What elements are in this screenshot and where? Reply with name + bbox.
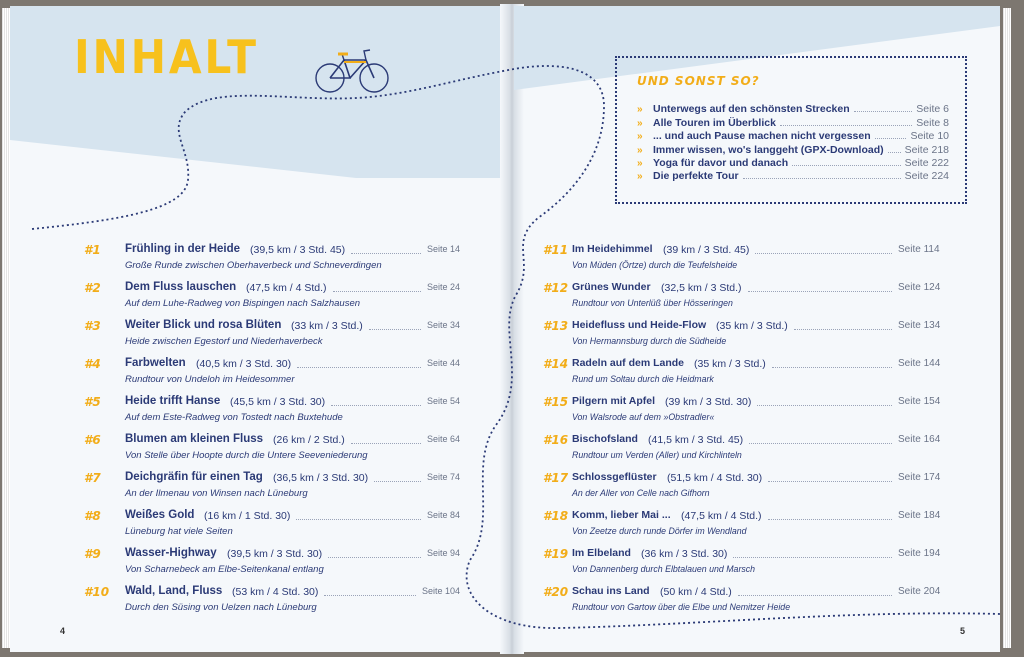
tour-number: #13 bbox=[543, 319, 569, 333]
extras-item-label: Unterwegs auf den schönsten Strecken bbox=[653, 103, 850, 116]
dot-leader bbox=[748, 291, 892, 292]
tour-number: #9 bbox=[84, 547, 101, 561]
extras-item-page: Seite 6 bbox=[916, 103, 949, 116]
page-number-right: 5 bbox=[960, 626, 966, 636]
tour-page: Seite 94 bbox=[427, 548, 461, 558]
tour-page: Seite 64 bbox=[427, 434, 461, 444]
tour-title: Weiter Blick und rosa Blüten bbox=[125, 319, 282, 331]
tour-subtitle: Von Stelle über Hoopte durch die Untere Seeveniederung bbox=[125, 450, 368, 461]
chevron-right-icon: » bbox=[637, 171, 643, 183]
tour-stats: (39 km / 3 Std. 45) bbox=[663, 244, 750, 256]
dot-leader bbox=[369, 329, 421, 330]
tour-entry[interactable] bbox=[84, 547, 460, 583]
extras-item-page: Seite 224 bbox=[904, 170, 949, 183]
tour-page: Seite 84 bbox=[427, 510, 461, 520]
tour-subtitle: Von Scharnebeck am Elbe-Seitenkanal entlang bbox=[125, 564, 324, 575]
tour-entry[interactable] bbox=[84, 471, 460, 507]
tour-title: Im Elbeland bbox=[572, 547, 631, 559]
tour-entry[interactable] bbox=[84, 585, 460, 621]
tour-subtitle: Von Zeetze durch runde Dörfer im Wendland bbox=[572, 526, 747, 536]
tour-entry[interactable] bbox=[543, 395, 940, 431]
dot-leader bbox=[772, 367, 892, 368]
tour-page: Seite 144 bbox=[898, 358, 941, 369]
tour-stats: (53 km / 4 Std. 30) bbox=[232, 586, 319, 598]
extras-item-page: Seite 10 bbox=[910, 130, 949, 143]
dot-leader bbox=[733, 557, 892, 558]
tour-entry[interactable] bbox=[84, 433, 460, 469]
tour-subtitle: Rundtour von Undeloh im Heidesommer bbox=[125, 374, 295, 385]
dot-leader bbox=[738, 595, 892, 596]
tour-stats: (41,5 km / 3 Std. 45) bbox=[648, 434, 744, 446]
tour-title: Schau ins Land bbox=[572, 585, 650, 597]
dot-leader bbox=[780, 125, 912, 126]
tour-subtitle: Auf dem Luhe-Radweg von Bispingen nach Salzhausen bbox=[125, 298, 361, 309]
extras-item[interactable] bbox=[637, 115, 949, 128]
chevron-right-icon: » bbox=[637, 131, 643, 143]
tour-number: #5 bbox=[84, 395, 101, 409]
tour-entry[interactable] bbox=[543, 243, 940, 279]
tour-number: #19 bbox=[543, 547, 569, 561]
tour-stats: (36 km / 3 Std. 30) bbox=[641, 548, 728, 560]
chevron-right-icon: » bbox=[637, 117, 643, 129]
dot-leader bbox=[743, 178, 901, 179]
tour-title: Bischofsland bbox=[572, 433, 638, 445]
dot-leader bbox=[351, 443, 421, 444]
extras-item-label: Immer wissen, wo's langgeht (GPX-Download) bbox=[653, 143, 884, 156]
extras-item[interactable] bbox=[637, 142, 949, 155]
tour-number: #2 bbox=[84, 281, 101, 295]
tour-page: Seite 54 bbox=[427, 396, 461, 406]
tour-title: Weißes Gold bbox=[125, 509, 195, 521]
chevron-right-icon: » bbox=[637, 144, 643, 156]
tour-subtitle: Große Runde zwischen Oberhaverbeck und Schneverdingen bbox=[125, 260, 382, 271]
tour-title: Radeln auf dem Lande bbox=[572, 357, 685, 369]
dot-leader bbox=[328, 557, 421, 558]
tour-page: Seite 114 bbox=[898, 244, 940, 255]
extras-item-label: ... und auch Pause machen nicht vergessen bbox=[653, 130, 871, 143]
tour-title: Pilgern mit Apfel bbox=[572, 395, 656, 407]
tour-page: Seite 124 bbox=[898, 282, 941, 293]
dot-leader bbox=[794, 329, 892, 330]
tour-title: Wald, Land, Fluss bbox=[125, 585, 223, 597]
tour-stats: (35 km / 3 Std.) bbox=[716, 320, 788, 332]
bicycle-icon bbox=[312, 46, 392, 96]
tour-page: Seite 14 bbox=[427, 244, 461, 254]
tour-title: Schlossgeflüster bbox=[572, 471, 657, 483]
tour-stats: (33 km / 3 Std.) bbox=[291, 320, 363, 332]
tour-page: Seite 194 bbox=[898, 548, 941, 559]
tour-number: #3 bbox=[84, 319, 101, 333]
tour-subtitle: Von Dannenberg durch Elbtalauen und Marsch bbox=[572, 564, 756, 574]
extras-item-page: Seite 8 bbox=[916, 116, 949, 129]
tour-page: Seite 164 bbox=[898, 434, 941, 445]
tour-page: Seite 74 bbox=[427, 472, 461, 482]
tour-number: #15 bbox=[543, 395, 569, 409]
tour-entry[interactable] bbox=[84, 357, 460, 393]
tour-subtitle: Von Walsrode auf dem »Obstradler« bbox=[572, 412, 715, 422]
extras-list bbox=[637, 102, 949, 182]
tour-entry[interactable] bbox=[543, 585, 940, 621]
extras-item[interactable] bbox=[637, 156, 949, 169]
tour-entry[interactable] bbox=[84, 319, 460, 355]
extras-box bbox=[615, 56, 967, 204]
tour-stats: (45,5 km / 3 Std. 30) bbox=[230, 396, 326, 408]
tour-title: Heide trifft Hanse bbox=[125, 395, 221, 407]
tour-subtitle: Auf dem Este-Radweg von Tostedt nach Buxtehude bbox=[125, 412, 343, 423]
tour-title: Frühling in der Heide bbox=[125, 243, 241, 255]
extras-item[interactable] bbox=[637, 129, 949, 142]
dot-leader bbox=[297, 367, 421, 368]
tour-stats: (39 km / 3 Std. 30) bbox=[665, 396, 752, 408]
dot-leader bbox=[296, 519, 421, 520]
dot-leader bbox=[888, 152, 901, 153]
tour-number: #6 bbox=[84, 433, 101, 447]
tour-number: #4 bbox=[84, 357, 101, 371]
tour-number: #10 bbox=[84, 585, 110, 599]
tour-number: #14 bbox=[543, 357, 569, 371]
tour-stats: (39,5 km / 3 Std. 45) bbox=[250, 244, 346, 256]
extras-item[interactable] bbox=[637, 169, 949, 182]
tour-entry[interactable] bbox=[84, 281, 460, 317]
dot-leader bbox=[331, 405, 421, 406]
tour-page: Seite 34 bbox=[427, 320, 461, 330]
extras-item-label: Die perfekte Tour bbox=[653, 170, 739, 183]
tour-subtitle: Von Müden (Örtze) durch die Teufelsheide bbox=[572, 260, 738, 270]
tour-stats: (26 km / 2 Std.) bbox=[273, 434, 345, 446]
dot-leader bbox=[324, 595, 416, 596]
tour-entry[interactable] bbox=[543, 509, 940, 545]
tour-page: Seite 184 bbox=[898, 510, 941, 521]
tour-page: Seite 24 bbox=[427, 282, 461, 292]
extras-item-label: Yoga für davor und danach bbox=[653, 156, 789, 169]
tour-stats: (32,5 km / 3 Std.) bbox=[661, 282, 742, 294]
chevron-right-icon: » bbox=[637, 104, 643, 116]
tour-page: Seite 104 bbox=[422, 586, 461, 596]
extras-heading: UND SONST SO? bbox=[637, 74, 760, 88]
tour-subtitle: Von Hermannsburg durch die Südheide bbox=[572, 336, 727, 346]
tour-page: Seite 204 bbox=[898, 586, 941, 597]
tour-stats: (51,5 km / 4 Std. 30) bbox=[667, 472, 763, 484]
tour-page: Seite 154 bbox=[898, 396, 941, 407]
dot-leader bbox=[757, 405, 892, 406]
dot-leader bbox=[854, 111, 913, 112]
dot-leader bbox=[749, 443, 892, 444]
tour-subtitle: Rundtour von Gartow über die Elbe und Nemitzer Heide bbox=[572, 602, 791, 612]
dot-leader bbox=[768, 481, 892, 482]
tour-stats: (50 km / 4 Std.) bbox=[660, 586, 732, 598]
tour-number: #20 bbox=[543, 585, 569, 599]
tour-title: Wasser-Highway bbox=[125, 547, 217, 559]
tour-stats: (40,5 km / 3 Std. 30) bbox=[196, 358, 292, 370]
tour-title: Farbwelten bbox=[125, 357, 186, 369]
tour-stats: (39,5 km / 3 Std. 30) bbox=[227, 548, 323, 560]
dot-leader bbox=[374, 481, 421, 482]
extras-item-page: Seite 218 bbox=[904, 143, 949, 156]
tour-stats: (36,5 km / 3 Std. 30) bbox=[273, 472, 369, 484]
tour-entry[interactable] bbox=[543, 319, 940, 355]
tour-title: Blumen am kleinen Fluss bbox=[125, 433, 264, 445]
tour-stats: (47,5 km / 4 Std.) bbox=[246, 282, 327, 294]
tour-title: Dem Fluss lauschen bbox=[125, 281, 237, 293]
tour-entry[interactable] bbox=[84, 243, 460, 279]
tour-subtitle: Rundtour um Verden (Aller) und Kirchlinteln bbox=[572, 450, 742, 460]
dot-leader bbox=[875, 138, 907, 139]
extras-item-page: Seite 222 bbox=[904, 156, 949, 169]
extras-item-label: Alle Touren im Überblick bbox=[653, 116, 776, 129]
chevron-right-icon: » bbox=[637, 157, 643, 169]
tour-title: Im Heidehimmel bbox=[572, 243, 653, 255]
tour-number: #1 bbox=[84, 243, 101, 257]
dot-leader bbox=[768, 519, 892, 520]
tour-page: Seite 134 bbox=[898, 320, 941, 331]
tour-stats: (47,5 km / 4 Std.) bbox=[681, 510, 762, 522]
page-number-left: 4 bbox=[60, 626, 66, 636]
tour-title: Komm, lieber Mai ... bbox=[572, 509, 671, 521]
tour-title: Heidefluss und Heide-Flow bbox=[572, 319, 707, 331]
tour-entry[interactable] bbox=[84, 395, 460, 431]
tour-stats: (16 km / 1 Std. 30) bbox=[204, 510, 291, 522]
tour-number: #17 bbox=[543, 471, 569, 485]
dot-leader bbox=[792, 165, 900, 166]
tour-subtitle: Lüneburg hat viele Seiten bbox=[125, 526, 233, 537]
dot-leader bbox=[755, 253, 892, 254]
page-title: INHALT bbox=[74, 30, 259, 84]
tour-entry[interactable] bbox=[543, 547, 940, 583]
tour-number: #16 bbox=[543, 433, 569, 447]
tour-subtitle: An der Ilmenau von Winsen nach Lüneburg bbox=[125, 488, 308, 499]
tour-entry[interactable] bbox=[543, 471, 940, 507]
tour-number: #7 bbox=[84, 471, 101, 485]
tour-entry[interactable] bbox=[543, 281, 940, 317]
tour-subtitle: Heide zwischen Egestorf und Niederhaverbeck bbox=[125, 336, 323, 347]
dot-leader bbox=[333, 291, 421, 292]
extras-item[interactable] bbox=[637, 102, 949, 115]
tour-entry[interactable] bbox=[543, 433, 940, 469]
dot-leader bbox=[351, 253, 421, 254]
tour-title: Deichgräfin für einen Tag bbox=[125, 471, 263, 483]
tour-title: Grünes Wunder bbox=[572, 281, 651, 293]
tour-subtitle: Durch den Süsing von Uelzen nach Lüneburg bbox=[125, 602, 317, 613]
tour-number: #11 bbox=[543, 243, 569, 257]
tour-entry[interactable] bbox=[84, 509, 460, 545]
tour-subtitle: Rundtour von Unterlüß über Hösseringen bbox=[572, 298, 733, 308]
tour-entry[interactable] bbox=[543, 357, 940, 393]
tour-number: #12 bbox=[543, 281, 569, 295]
tour-subtitle: An der Aller von Celle nach Gifhorn bbox=[572, 488, 710, 498]
tour-number: #18 bbox=[543, 509, 569, 523]
tour-page: Seite 174 bbox=[898, 472, 941, 483]
tour-subtitle: Rund um Soltau durch die Heidmark bbox=[572, 374, 714, 384]
tour-page: Seite 44 bbox=[427, 358, 461, 368]
tour-number: #8 bbox=[84, 509, 101, 523]
tour-stats: (35 km / 3 Std.) bbox=[694, 358, 766, 370]
